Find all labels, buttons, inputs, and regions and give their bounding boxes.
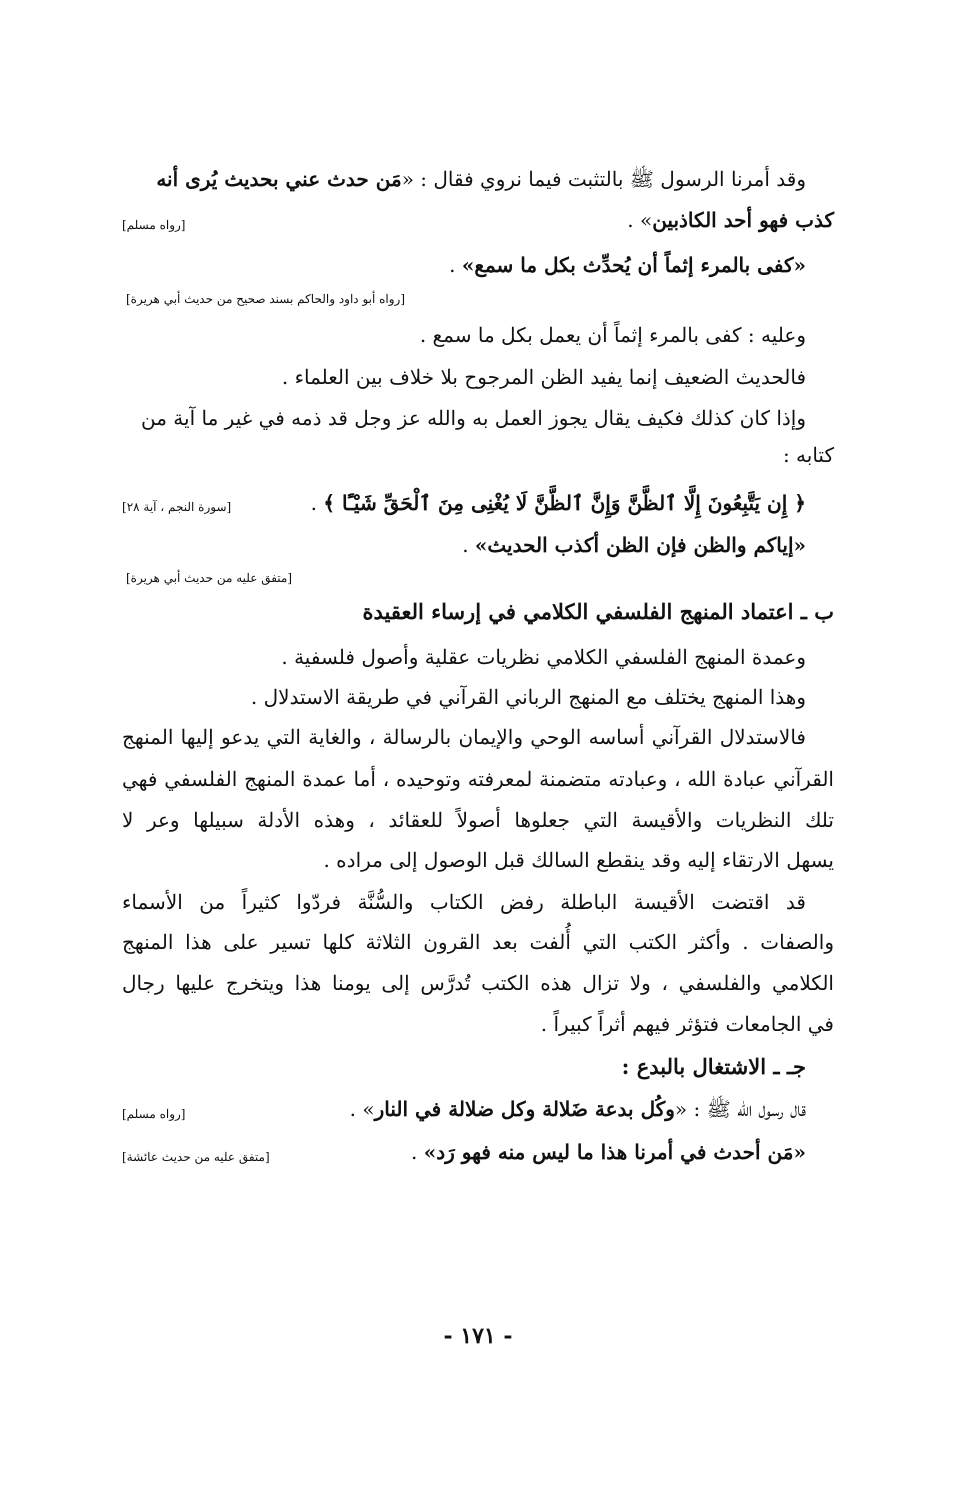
text-line [122,803,834,839]
text-line [122,318,806,354]
plain-text: . [449,253,462,277]
text-line [122,438,834,474]
text-line [122,885,806,921]
text-line [122,720,806,756]
text-line [122,360,806,396]
source-citation: [سورة النجم ، آية ٢٨] [122,500,232,514]
text-line [122,640,806,676]
bold-text: «إياكم والظن فإن الظن أكذب الحديث» [474,533,806,557]
plain-text: الكلامي والفلسفي ، ولا تزال هذه الكتب تُدرَّس إلى يومنا هذا ويتخرج عليها رجال [122,971,834,995]
text-line [122,162,806,198]
plain-text: فالاستدلال القرآني أساسه الوحي والإيمان بالرسالة ، والغاية التي يدعو إليها المنهج [122,725,806,749]
plain-text: وعليه : كفى بالمرء إثماً أن يعمل بكل ما سمع . [419,323,806,347]
text-line [122,966,834,1002]
text-line [320,1092,806,1128]
plain-text: في الجامعات فتؤثر فيهم أثراً كبيراً . [540,1012,834,1036]
text-line [122,203,834,239]
page-number: - ١٧١ - [443,1323,513,1349]
plain-text: . [462,533,475,557]
plain-text: وقد أمرنا الرسول ﷺ بالتثبت فيما نروي فقال : « [401,167,806,191]
plain-text: قد اقتضت الأقيسة الباطلة رفض الكتاب والسُّنَّة فردّوا كثيراً من الأسماء [122,890,806,914]
plain-text: فالحديث الضعيف إنما يفيد الظن المرجوح بلا خلاف بين العلماء . [281,365,806,389]
plain-text: وهذا المنهج يختلف مع المنهج الرباني القرآني في طريقة الاستدلال . [250,685,806,709]
text-line [122,762,834,798]
bold-text: جـ ـ الاشتغال بالبدع : [621,1054,806,1079]
plain-text: وعمدة المنهج الفلسفي الكلامي نظريات عقلية وأصول فلسفية . [281,645,806,669]
quran-verse [310,486,806,522]
source-citation: [متفق عليه من حديث عائشة] [122,1150,270,1164]
text-line [122,925,834,961]
bold-text: «كفى بالمرء إثماً أن يُحدِّث بكل ما سمع» [461,253,806,277]
plain-text: والصفات . وأكثر الكتب التي أُلفت بعد القرون الثلاثة كلها تسير على هذا المنهج [122,930,834,954]
bold-text: وكُل بدعة ضَلالة وكل ضلالة في النار [374,1097,675,1121]
plain-text: كتابه : [782,443,834,467]
plain-text: القرآني عبادة الله ، وعبادته متضمنة لمعرفته وتوحيده ، أما عمدة المنهج الفلسفي فهي [122,767,834,791]
text-line [122,843,834,879]
text-line [122,1007,834,1043]
bold-text: ب ـ اعتماد المنهج الفلسفي الكلامي في إرساء العقيدة [362,599,834,624]
plain-text: . [310,491,324,515]
text-line [340,1135,806,1171]
bold-text: ﴿ إِن يَتَّبِعُونَ إِلَّا ٱلظَّنَّ وَإِنَّ ٱلظَّنَّ لَا يُغْنِى مِنَ ٱلْحَقِّ شَيْـًٔا ﴾ [323,491,806,515]
plain-text: وإذا كان كذلك فكيف يقال يجوز العمل به والله عز وجل قد ذمه في غير ما آية من [141,406,806,430]
text-line [122,680,806,716]
plain-text: » . [627,208,653,232]
plain-text: يسهل الارتقاء إليه وقد ينقطع السالك قبل الوصول إلى مراده . [323,848,834,872]
plain-text: » . [349,1097,375,1121]
plain-text: قال رسول الله ﷺ : « [674,1097,806,1121]
bold-text: كذب فهو أحد الكاذبين [652,208,834,232]
plain-text: . [411,1140,424,1164]
source-citation: [رواه مسلم] [122,218,186,232]
bold-text: «مَن أحدث في أمرنا هذا ما ليس منه فهو رَد» [423,1140,806,1164]
source-citation: [رواه أبو داود والحاكم بسند صحيح من حديث أبي هريرة] [126,292,406,306]
section-heading [122,1050,806,1086]
source-citation: [رواه مسلم] [122,1107,186,1121]
text-line [122,248,806,284]
text-line [122,401,806,437]
text-line [122,528,806,564]
section-heading [122,595,834,631]
plain-text: تلك النظريات والأقيسة التي جعلوها أصولاً للعقائد ، وهذه الأدلة سبيلها وعر لا [122,808,834,832]
source-citation: [متفق عليه من حديث أبي هريرة] [126,571,293,585]
bold-text: مَن حدث عني بحديث يُرى أنه [156,167,402,191]
